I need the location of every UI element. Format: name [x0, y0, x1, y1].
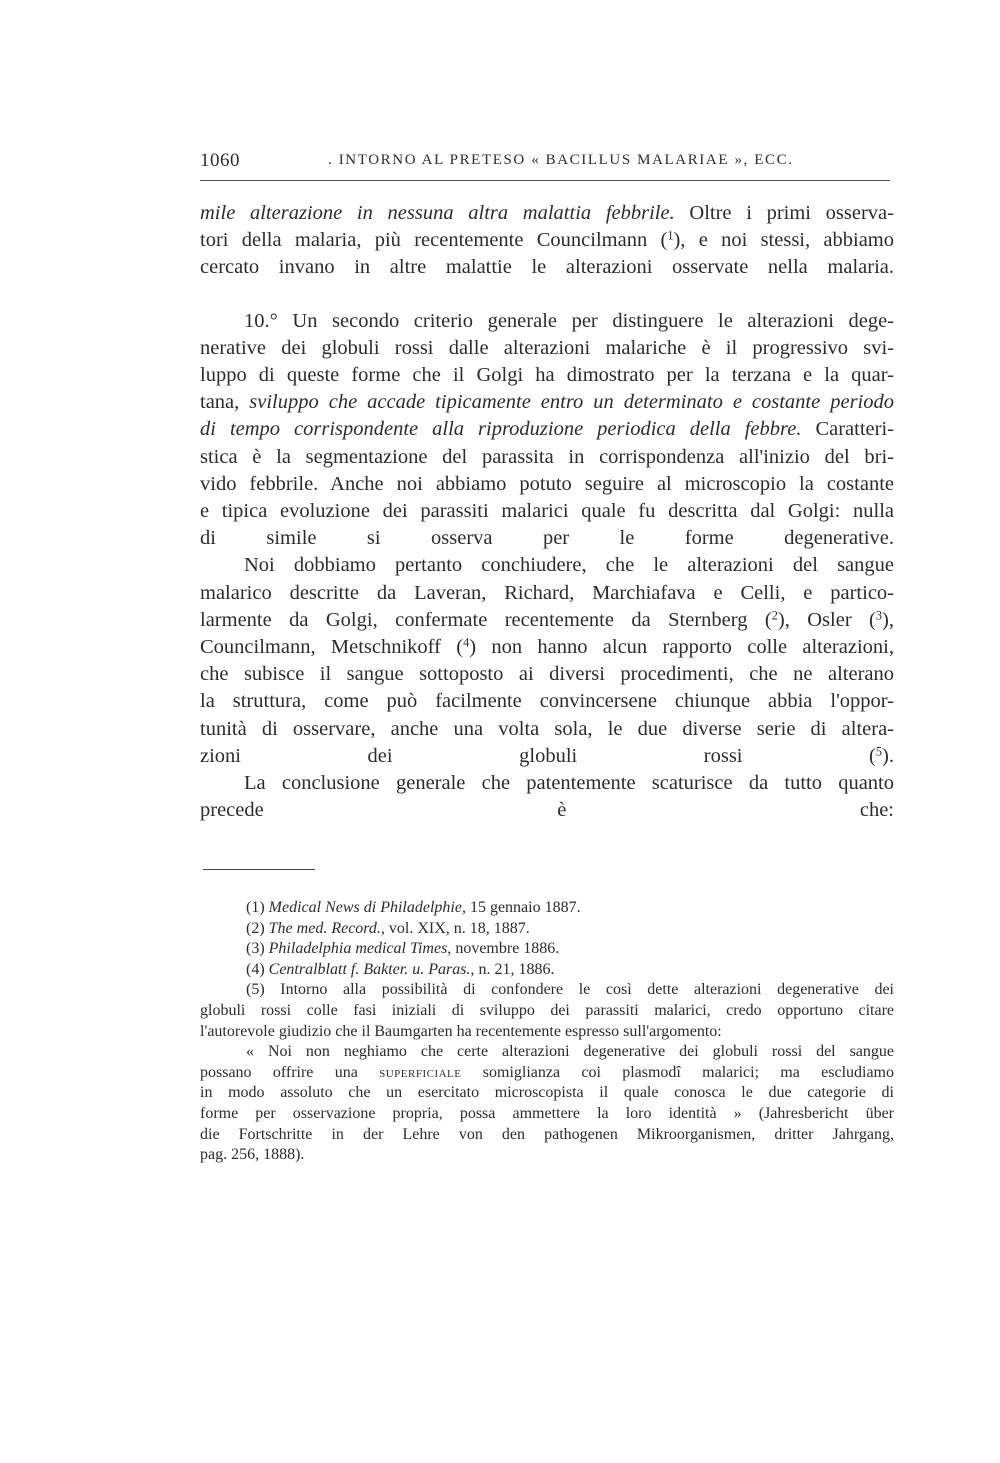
text-line: precede è che:	[200, 799, 894, 822]
text-span: possano offrire una	[200, 1063, 380, 1081]
paragraph-3	[200, 552, 894, 770]
paragraph-4	[200, 770, 894, 824]
text-span: n. 21, 1886.	[474, 960, 555, 978]
text-span: larmente da Golgi, confermate recentemente da Sternberg (	[200, 608, 772, 631]
text-line: nerative dei globuli rossi dalle alterazioni malariche è il progressivo svi-	[200, 336, 894, 359]
text-line: e tipica evoluzione dei parassiti malarici quale fu descritta dal Golgi: nulla	[200, 500, 894, 523]
footnote-mark: (3)	[246, 940, 269, 958]
italic-text: Centralblatt f. Bakter. u. Paras.,	[268, 960, 475, 978]
footnote-quote-line: pag. 256, 1888).	[200, 1146, 305, 1164]
text-line	[200, 634, 894, 661]
main-text	[200, 200, 894, 824]
text-line	[200, 227, 894, 254]
footnote-ref: 3	[875, 608, 883, 623]
italic-text: Philadelphia medical Times,	[268, 940, 452, 958]
text-line: Noi dobbiamo pertanto conchiudere, che le alterazioni del sangue	[244, 554, 894, 577]
footnote-5-line: globuli rossi colle fasi iniziali di sviluppo dei parassiti malarici, credo opportuno citare	[200, 1001, 894, 1019]
footnote-quote-line: « Noi non neghiamo che certe alterazioni degenerative dei globuli rossi del sangue	[246, 1043, 894, 1061]
text-line: stica è la segmentazione del parassita in corrispondenza all'inizio del bri-	[200, 445, 894, 468]
footnote-ref: 5	[875, 744, 883, 759]
text-span: zioni dei globuli rossi (	[200, 744, 876, 767]
text-line	[200, 416, 894, 443]
small-caps-text: superficiale	[379, 1063, 462, 1081]
text-line	[200, 743, 894, 770]
text-span: Councilmann, Metschnikoff (	[200, 636, 464, 659]
text-span: Oltre i primi osserva-	[674, 202, 894, 224]
text-line: La conclusione generale che patentemente scaturisce da tutto quanto	[244, 772, 894, 795]
footnote-5-line: l'autorevole giudizio che il Baumgarten ha recentemente espresso sull'argomento:	[200, 1022, 722, 1040]
footnote-mark: (2)	[246, 919, 269, 937]
paragraph-gap	[200, 282, 894, 308]
text-span: novembre 1886.	[451, 940, 560, 958]
text-span: tori della malaria, più recentemente Councilmann (	[200, 229, 668, 252]
footnote-ref: 1	[667, 228, 674, 243]
footnote-mark: (1)	[246, 899, 269, 916]
text-span: Caratteri-	[801, 418, 894, 441]
running-title: . INTORNO AL PRETESO « BACILLUS MALARIAE », ECC.	[328, 152, 794, 168]
text-line: malarico descritte da Laveran, Richard, Marchiafava e Celli, e partico-	[200, 581, 894, 604]
footnote-quote-line: die Fortschritte in der Lehre von den pathogenen Mikroorganismen, dritter Jahrgang,	[200, 1125, 894, 1143]
text-span: tana,	[200, 391, 250, 414]
footnotes	[200, 898, 894, 1166]
text-line: di simile si osserva per le forme degenerative.	[200, 527, 894, 550]
text-line: cercato invano in altre malattie le alterazioni osservate nella malaria.	[200, 256, 894, 279]
text-span: 15 gennaio 1887.	[465, 899, 581, 916]
text-line	[200, 607, 894, 634]
footnote-ref: 2	[771, 608, 778, 623]
text-span: somiglianza coi plasmodî malarici; ma escludiamo	[461, 1063, 895, 1081]
footnote-2	[200, 919, 894, 940]
text-line: che subisce il sangue sottoposto ai diversi procedimenti, che ne alterano	[200, 663, 894, 686]
paragraph-2	[200, 308, 894, 553]
page-number: 1060	[200, 150, 240, 171]
text-line	[200, 200, 894, 227]
text-line: luppo di queste forme che il Golgi ha dimostrato per la terzana e la quar-	[200, 364, 894, 387]
text-span: ).	[882, 744, 894, 767]
footnote-1	[200, 898, 894, 919]
footnote-ref: 4	[463, 635, 470, 650]
italic-text: mile alterazione in nessuna altra malattia febbrile.	[200, 202, 675, 224]
running-head	[200, 150, 890, 178]
footnote-3	[200, 939, 894, 960]
footnote-quote-line	[200, 1063, 894, 1084]
text-line: vido febbrile. Anche noi abbiamo potuto seguire al microscopio la costante	[200, 472, 894, 495]
text-line: 10.° Un secondo criterio generale per distinguere le alterazioni dege-	[244, 309, 894, 332]
footnote-quote-line: in modo assoluto che un esercitato microscopista il quale conosca le due categorie di	[200, 1084, 894, 1102]
text-line: la struttura, come può facilmente convincersene chiunque abbia l'oppor-	[200, 690, 894, 713]
italic-text: The med. Record.,	[268, 919, 385, 937]
italic-text: Medical News di Philadelphie,	[268, 899, 466, 916]
italic-text: di tempo corrispondente alla riproduzione periodica della febbre.	[200, 418, 802, 441]
footnote-mark: (4)	[246, 960, 269, 978]
text-span: ), Osler (	[777, 608, 876, 631]
text-span: ) non hanno alcun rapporto colle alterazioni,	[469, 636, 894, 659]
footnote-4	[200, 960, 894, 981]
footnote-rule	[203, 869, 315, 870]
text-line	[200, 389, 894, 416]
footnote-quote-line: forme per osservazione propria, possa ammettere la loro identità » (Jahresbericht über	[200, 1104, 894, 1122]
text-line: tunità di osservare, anche una volta sola, le due diverse serie di altera-	[200, 717, 894, 740]
header-rule	[200, 180, 890, 181]
italic-text: sviluppo che accade tipicamente entro un determinato e costante periodo	[249, 391, 894, 414]
footnote-5-line: (5) Intorno alla possibilità di confondere le così dette alterazioni degenerative dei	[246, 981, 894, 999]
text-span: ),	[882, 608, 894, 631]
text-span: vol. XIX, n. 18, 1887.	[384, 919, 530, 937]
text-span: ), e noi stessi, abbiamo	[673, 229, 894, 252]
paragraph-1	[200, 200, 894, 282]
